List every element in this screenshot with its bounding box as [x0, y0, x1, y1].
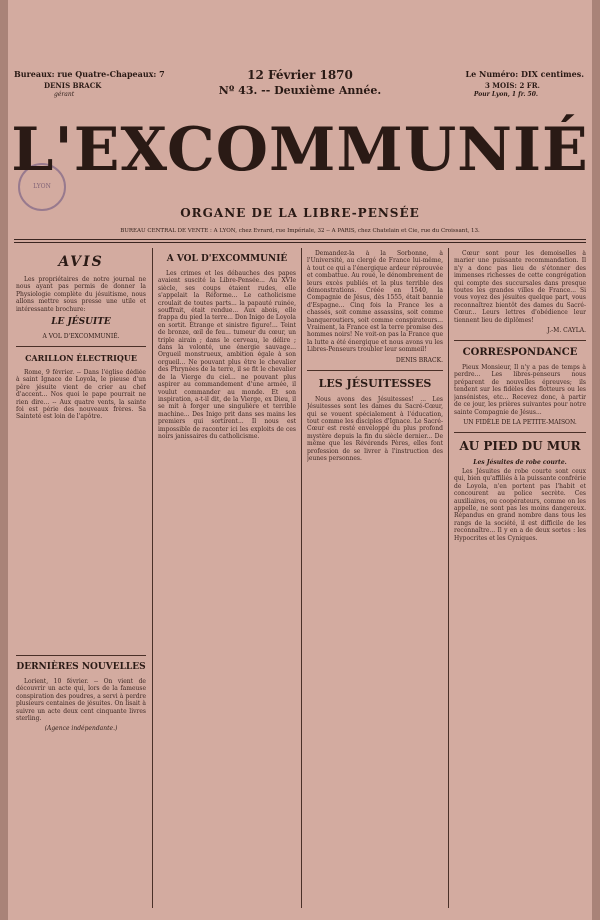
jesuite-byline: A VOL D'EXCOMMUNIÉ.: [42, 333, 120, 341]
lyon-price: Pour Lyon, 1 fr. 50.: [473, 91, 538, 98]
avis-paragraph: Les propriétaires de notre journal ne nous ayant pas permis de donner la Physiologie complète du jésuitisme, nous allons mettre sous presse une utile et intéressante brochure:: [16, 276, 146, 313]
separator: [454, 340, 586, 341]
pied-mur-paragraph: Les Jésuites de robe courte sont ceux qui, bien qu'affiliés à la puissante confrérie de Loyola, n'en portent pas l'habit et concourent au police secrète. Ces auxiliaires, ou coopérateurs, comme on les appelle, ne sont pas les moins dangereux. Répandus en grand nombre dans tous les rangs de la société, il est difficile de les reconnaître... Il y en a de deux sortes : les Hypocrites et les Cyniques.: [454, 467, 586, 542]
a-vol-paragraph: Les crimes et les débauches des papes avaient suscité la Libre-Pensée... Au XVIe siècle, ses coups étaient rudes, elle s'appelait la Réforme... Le catholicisme croulait de toutes parts... la papauté ruinée, souffrait, était rendue... Aux abois, elle frappa du pied la terre... Don Inigo de Loyola en sortit. Étrange et sinistre figure!... Teint de bronze, œil de feu... tumeur du cœur, un triple airain ; dans le cerveau, le délire ; dans la volonté, une énergie sauvage... Orgueil monstrueux, ambition égale à son orgueil... Ne pouvant plus être le chevalier des Phrynées de la terre, il se fit le chevalier de la Vierge du ciel... ne pouvant plus aspirer au commandement d'une armée, il voulut commander au monde. Et son inspiration, a-t-il dit, de la Vierge, ex Dieu, il se mit à forger une singulière et terrible machine... Des Inigo prit dans ses mains les premiers qui sortirent... Il nous est impossible de raconter ici les exploits de ces noirs janissaires du catholicisme.: [158, 270, 296, 440]
price-line: Le Numéro: DIX centimes.: [465, 69, 584, 79]
jesuitesses-heading: LES JÉSUITESSES: [318, 376, 432, 390]
jesuitesses-paragraph: Nous avons des Jésuitesses! ... Les Jésuitesses sont les dames du Sacré-Cœur, qui se vouent spécialement à l'éducation, tout comme les disciples d'Ignace. Le Sacré-Cœur est resté enveloppé du plus profond mystère depuis la fin du siècle dernier... De même que les Révérends Pères, elles font profession de se livrer à l'instruction des jeunes personnes.: [307, 395, 443, 462]
carillon-paragraph: Rome, 9 février. -- Dans l'église dédiée à saint Ignace de Loyola, le pieuse d'un pêre jésuite vient de crier au chef d'accent... Nos quoi le pape pourrait ne rien dire... -- Aux quatre vents, la sainte foi est périe des nouveaux frères. Sa Sainteté est loin de l'apôtre.: [16, 369, 146, 421]
issue-number: Nº 43. -- Deuxième Année.: [218, 84, 382, 97]
avis-heading: AVIS: [58, 254, 104, 270]
separator: [16, 655, 146, 656]
subscription-line: 3 MOIS: 2 FR.: [484, 81, 540, 90]
masthead-title: L'EXCOMMUNIÉ: [11, 115, 589, 185]
separator: [16, 346, 146, 347]
col4-paragraph: Cœur sont pour les demoiselles à marier une puissante recommandation. Il n'y a donc pas lieu de s'étonner des immenses richesses de cette congrégation qui compte des succursales dans presque toutes les grandes villes de France... Si vous voyez des jésuites quelque part, vous reconnaîtrez bientôt des dames du Sacré-Cœur... Leurs lettres d'obédience leur tiennent lieu de diplômes!: [454, 250, 586, 324]
avis-text: [16, 276, 146, 313]
bureau-line: BUREAU CENTRAL DE VENTE : A LYON, chez Evrard, rue Impériale, 32 -- A PARIS, chez Chatelain et Cie, rue du Croissant, 13.: [120, 228, 480, 234]
pied-mur-subheading: Les Jésuites de robe courte.: [473, 458, 567, 466]
jesuite-title: LE JÉSUITE: [51, 317, 111, 328]
gerant-name: DENIS BRACK: [44, 81, 102, 90]
bureaux-line: Bureaux: rue Quatre-Chapeaux: 7: [14, 69, 165, 79]
column-1: [16, 250, 146, 910]
col3-text: [307, 250, 443, 354]
postal-stamp: LYON: [18, 163, 66, 211]
correspondance-signature: UN FIDÈLE DE LA PETITE-MAISON.: [463, 418, 577, 426]
dernieres-text: [16, 678, 146, 722]
correspondance-heading: CORRESPONDANCE: [462, 347, 578, 359]
gerant-title: gérant: [54, 91, 75, 98]
a-vol-text: [158, 270, 296, 440]
column-3: [307, 250, 443, 910]
separator: [307, 370, 443, 371]
header-rule: [14, 239, 586, 240]
correspondance-paragraph: Pieux Monsieur, Il n'y a pas de temps à perdre... Les libres-penseurs nous préparent de nouvelles épreuves; ils tendent sur les fidèles des flotteurs ou les jansénistes, etc... Recevez donc, à partir de ce jour, les prières suivantes pour notre sainte Compagnie de Jésus...: [454, 364, 586, 416]
column-divider: [152, 248, 153, 908]
carillon-text: [16, 369, 146, 649]
agence-credit: (Agence indépendante.): [44, 725, 118, 733]
a-vol-heading: A VOL D'EXCOMMUNIÉ: [166, 254, 288, 264]
dernieres-paragraph: Lorient, 10 février. -- On vient de découvrir un acte qui, lors de la fameuse conspiration des poudres, a servi à perdre plusieurs centaines de jésuites. On lisait à suivre un acte deux cent cinquante livres sterling.: [16, 678, 146, 723]
issue-date: 12 Février 1870: [247, 68, 353, 82]
pied-mur-text: [454, 468, 586, 542]
column-divider: [448, 248, 449, 908]
jesuitesses-text: [307, 396, 443, 463]
col3-paragraph: Demandez-la à la Sorbonne, à l'Université, au clergé de France lui-même, à tout ce qui a l'énergique ardeur réprouvée et combattue. Au roué, le dénombrement de leurs excès publiés et la plus terrible des démonstrations. Créée en 1540, la Compagnie de Jésus, dès 1555, était bannie d'Espagne... Cinq fois la France les a chassés, soit comme assassins, soit comme banqueroutiers, soit comme conspirateurs... Vraiment, la France est la terre promise des hommes noirs! Ne voit-on pas la France que la lutte a été énergique et nous avons vu les Libres-Penseurs troubler leur sommeil!: [307, 250, 443, 354]
column-4: [454, 250, 586, 910]
correspondance-text: [454, 364, 586, 416]
separator: [454, 432, 586, 433]
masthead-subtitle: ORGANE DE LA LIBRE-PENSÉE: [180, 206, 420, 220]
column-divider: [301, 248, 302, 908]
column-2: [158, 250, 296, 910]
pied-mur-heading: AU PIED DU MUR: [459, 438, 581, 453]
dernieres-heading: DERNIÈRES NOUVELLES: [16, 662, 146, 673]
header-rule-2: [14, 242, 586, 243]
col3-signature: DENIS BRACK.: [395, 356, 443, 364]
col4-text: [454, 250, 586, 324]
col4-signature: J.-M. CAYLA.: [547, 327, 586, 335]
carillon-heading: CARILLON ÉLECTRIQUE: [25, 353, 137, 364]
